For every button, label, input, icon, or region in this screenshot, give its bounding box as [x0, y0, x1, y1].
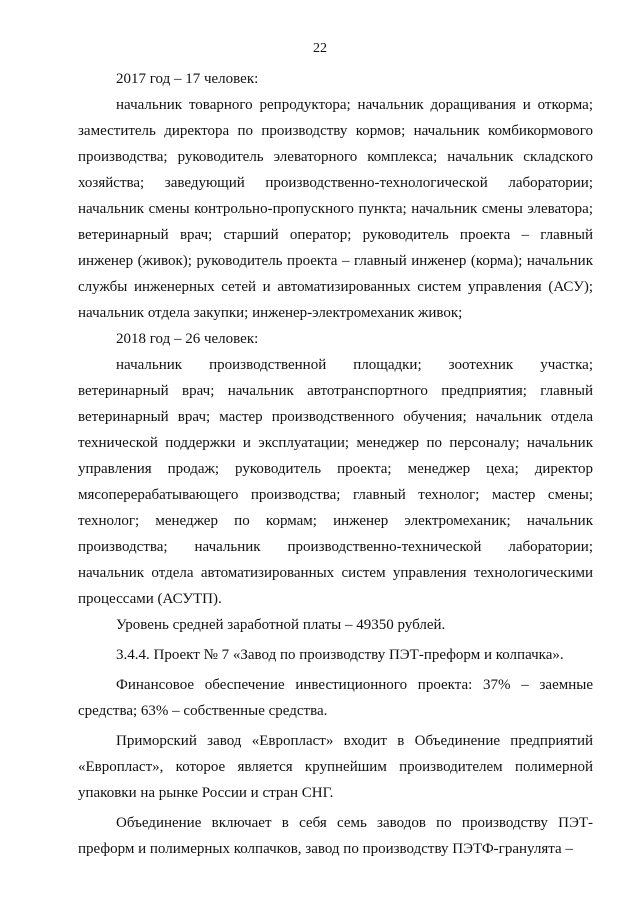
- paragraph-2017-heading: 2017 год – 17 человек:: [116, 71, 259, 87]
- paragraph-2018-heading: 2018 год – 26 человек:: [116, 331, 259, 347]
- paragraph-2017-positions: начальник товарного репродуктора; начальник доращивания и откорма; заместитель директора по производству кормов; начальник комбикормового производства; руководитель элеваторного комплекса; начальник складского хозяйства; заведующий производственно-технологической лаборатории; начальник смены контрольно-пропускного пункта; начальник смены элеватора; ветеринарный врач; старший оператор; руководитель проекта – главный инженер (живок); руководитель проекта – главный инженер (корма); начальник службы инженерных сетей и автоматизированных систем управления (АСУ); начальник отдела закупки; инженер-электромеханик живок;: [78, 97, 593, 321]
- document-body: [78, 66, 593, 862]
- paragraph-europlast-description: Приморский завод «Европласт» входит в Объединение предприятий «Европласт», которое является крупнейшим производителем полимерной упаковки на рынке России и стран СНГ.: [78, 733, 593, 801]
- paragraph-average-salary: Уровень средней заработной платы – 49350 рублей.: [116, 617, 446, 633]
- paragraph-2018-positions: начальник производственной площадки; зоотехник участка; ветеринарный врач; начальник автотранспортного предприятия; главный ветеринарный врач; мастер производственного обучения; начальник отдела технической поддержки и эксплуатации; менеджер по персоналу; начальник управления продаж; руководитель проекта; менеджер цеха; директор мясоперерабатывающего производства; главный технолог; мастер смены; технолог; менеджер по кормам; инженер электромеханик; начальник производства; начальник производственно-технической лаборатории; начальник отдела автоматизированных систем управления технологическими процессами (АСУТП).: [78, 357, 593, 607]
- paragraph-project-financing: Финансовое обеспечение инвестиционного проекта: 37% – заемные средства; 63% – собственные средства.: [78, 677, 593, 719]
- paragraph-association-plants: Объединение включает в себя семь заводов по производству ПЭТ-преформ и полимерных колпачков, завод по производству ПЭТФ-гранулята –: [78, 815, 593, 857]
- paragraph-project-7-title: 3.4.4. Проект № 7 «Завод по производству ПЭТ-преформ и колпачка».: [116, 647, 564, 663]
- page-number: 22: [313, 41, 327, 56]
